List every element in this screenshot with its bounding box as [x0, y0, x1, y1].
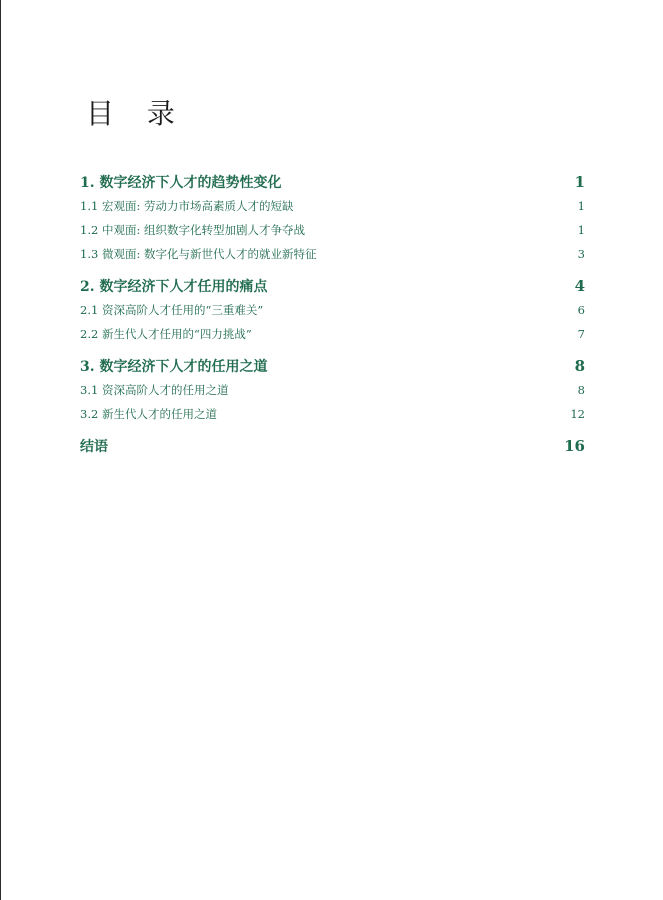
toc-section-1-1[interactable]: [80, 194, 585, 218]
toc-chapter-1[interactable]: [80, 170, 585, 194]
toc-section-page: 7: [577, 327, 585, 341]
toc-section-label: 1.2 中观面: 组织数字化转型加剧人才争夺战: [80, 223, 305, 237]
toc-chapter-label: 1. 数字经济下人才的趋势性变化: [80, 175, 282, 191]
toc-section-2-2[interactable]: [80, 322, 585, 346]
toc-chapter-page: 16: [564, 437, 585, 455]
toc-chapter-3[interactable]: [80, 354, 585, 378]
toc-spacer: [80, 266, 585, 274]
toc-section-page: 1: [577, 199, 585, 213]
toc-chapter-2[interactable]: [80, 274, 585, 298]
toc-title: 目 录: [86, 96, 187, 130]
toc-section-page: 6: [577, 303, 585, 317]
toc-chapter-label: 结语: [80, 439, 108, 455]
toc-section-label: 3.1 资深高阶人才的任用之道: [80, 383, 229, 397]
toc-section-label: 2.2 新生代人才任用的“四力挑战”: [80, 327, 252, 341]
toc-section-1-3[interactable]: [80, 242, 585, 266]
table-of-contents: [80, 170, 585, 458]
toc-spacer: [80, 426, 585, 434]
toc-section-page: 8: [577, 383, 585, 397]
toc-section-label: 2.1 资深高阶人才任用的“三重难关”: [80, 303, 264, 317]
toc-section-2-1[interactable]: [80, 298, 585, 322]
toc-chapter-label: 2. 数字经济下人才任用的痛点: [80, 279, 268, 295]
page-edge-line: [0, 0, 1, 900]
toc-chapter-page: 4: [574, 277, 585, 295]
toc-section-3-2[interactable]: [80, 402, 585, 426]
toc-section-label: 3.2 新生代人才的任用之道: [80, 407, 217, 421]
toc-chapter-label: 3. 数字经济下人才的任用之道: [80, 359, 268, 375]
toc-section-label: 1.1 宏观面: 劳动力市场高素质人才的短缺: [80, 199, 294, 213]
toc-chapter-page: 8: [574, 357, 585, 375]
toc-section-page: 3: [577, 247, 585, 261]
toc-conclusion[interactable]: [80, 434, 585, 458]
toc-section-page: 1: [577, 223, 585, 237]
toc-section-3-1[interactable]: [80, 378, 585, 402]
toc-spacer: [80, 346, 585, 354]
toc-section-label: 1.3 微观面: 数字化与新世代人才的就业新特征: [80, 247, 317, 261]
toc-chapter-page: 1: [574, 173, 585, 191]
toc-section-1-2[interactable]: [80, 218, 585, 242]
toc-section-page: 12: [570, 407, 585, 421]
